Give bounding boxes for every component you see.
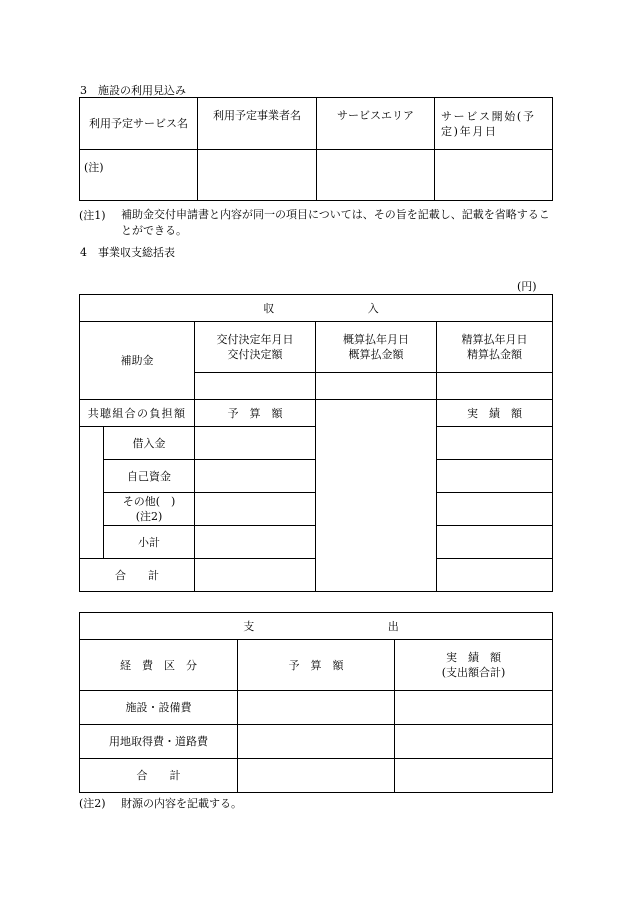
empty-cell: [238, 725, 395, 759]
empty-cell: [238, 691, 395, 725]
empty-cell: [195, 373, 316, 400]
expense-actual-header: 実 績 額 (支出額合計): [395, 640, 553, 691]
empty-cell: [437, 493, 553, 526]
subsidy-label: 補助金: [80, 322, 195, 400]
empty-cell: [435, 150, 553, 201]
empty-cell: [437, 373, 553, 400]
empty-cell: [195, 427, 316, 460]
empty-cell: [317, 150, 435, 201]
expense-budget-header: 予 算 額: [238, 640, 395, 691]
facility-cost-label: 施設・設備費: [80, 691, 238, 725]
note1-text: [121, 207, 558, 239]
empty-cell: [195, 559, 316, 592]
empty-cell: [395, 725, 553, 759]
section3-heading: 3 施設の利用見込み: [80, 84, 186, 97]
note2-label: (注2): [79, 797, 106, 810]
empty-cell: [198, 150, 317, 201]
income-table: [79, 294, 553, 592]
actual-header: 実 績 額: [437, 400, 553, 427]
burden-label: 共聴組合の負担額: [80, 400, 195, 427]
subtotal-label: 小計: [104, 526, 195, 559]
budget-header: 予 算 額: [195, 400, 316, 427]
expense-total-label: 合 計: [80, 759, 238, 793]
empty-merged-cell: [316, 400, 437, 592]
empty-cell: [316, 373, 437, 400]
header-service-area: サービスエリア: [317, 98, 435, 150]
empty-cell: [238, 759, 395, 793]
expense-category-header: 経 費 区 分: [80, 640, 238, 691]
expense-title-left: 支: [243, 619, 255, 633]
expense-table: [79, 612, 553, 793]
expense-title-cell: [80, 613, 553, 640]
row-note-cell: (注): [80, 150, 198, 201]
header-settlement-payment: 精算払年月日 精算払金額: [437, 322, 553, 373]
own-funds-label: 自己資金: [104, 460, 195, 493]
income-title-right: 入: [367, 301, 379, 315]
indent-spacer: [80, 427, 104, 559]
empty-cell: [437, 559, 553, 592]
income-title-cell: [80, 295, 553, 322]
unit-label: (円): [517, 280, 537, 293]
empty-cell: [395, 691, 553, 725]
facility-usage-table: [79, 97, 553, 201]
section4-heading: 4 事業収支総括表: [80, 246, 175, 259]
empty-cell: [195, 460, 316, 493]
expense-title-right: 出: [387, 619, 399, 633]
empty-cell: [437, 526, 553, 559]
other-label: その他( ) (注2): [104, 493, 195, 526]
land-cost-label: 用地取得費・道路費: [80, 725, 238, 759]
income-total-label: 合 計: [80, 559, 195, 592]
empty-cell: [437, 427, 553, 460]
header-provider-name: 利用予定事業者名: [198, 98, 317, 150]
empty-cell: [395, 759, 553, 793]
header-grant-decision: 交付決定年月日 交付決定額: [195, 322, 316, 373]
empty-cell: [195, 526, 316, 559]
empty-cell: [195, 493, 316, 526]
loan-label: 借入金: [104, 427, 195, 460]
note1-body: 補助金交付申請書と内容が同一の項目については、その旨を記載し、記載を省略することができる。: [121, 208, 550, 237]
header-service-name: 利用予定サービス名: [80, 98, 198, 150]
header-service-start: サービス開始(予定)年月日: [435, 98, 553, 150]
header-advance-payment: 概算払年月日 概算払金額: [316, 322, 437, 373]
note1-label: (注1): [79, 209, 106, 222]
note2-text: 財源の内容を記載する。: [121, 797, 242, 810]
empty-cell: [437, 460, 553, 493]
income-title-left: 収: [263, 301, 275, 315]
